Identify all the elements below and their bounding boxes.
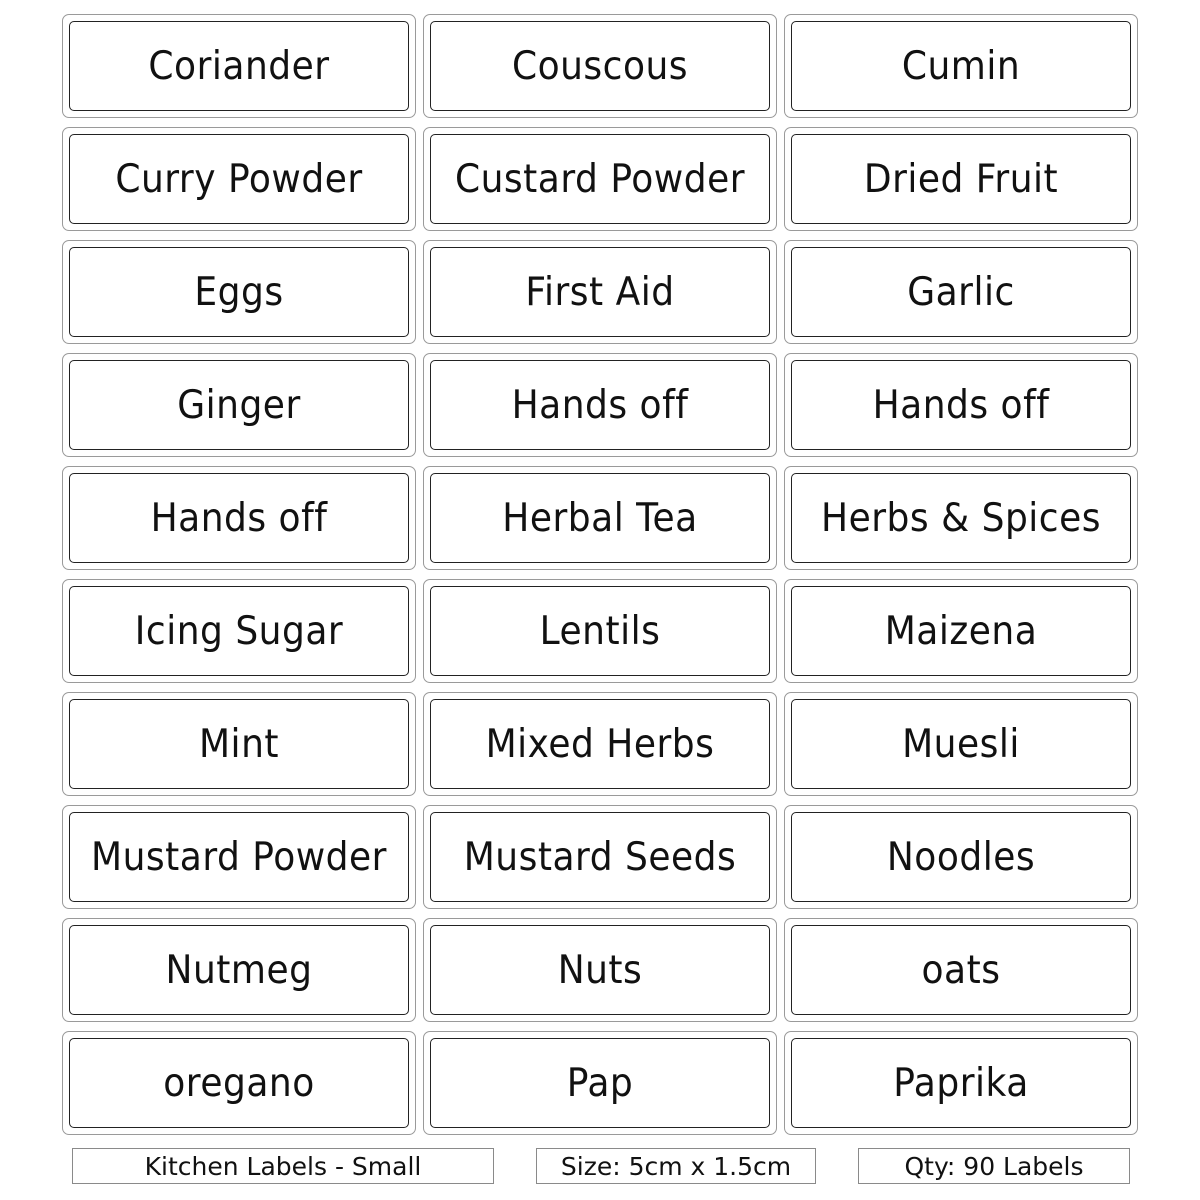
label-text: Nutmeg	[165, 947, 313, 993]
label-frame	[69, 473, 409, 563]
label-frame	[430, 360, 770, 450]
label-frame	[69, 586, 409, 676]
product-info-footer	[0, 1148, 1200, 1186]
label-text: Noodles	[886, 834, 1036, 880]
label-sticker	[423, 240, 777, 344]
label-sticker	[62, 240, 416, 344]
label-sticker	[784, 918, 1138, 1022]
label-frame	[430, 1038, 770, 1128]
label-sticker	[62, 918, 416, 1022]
label-sticker	[423, 466, 777, 570]
label-frame	[430, 473, 770, 563]
label-text: Coriander	[148, 43, 330, 89]
label-text: Icing Sugar	[134, 608, 344, 654]
label-text: Cumin	[901, 43, 1021, 89]
label-quantity-info: Qty: 90 Labels	[858, 1148, 1130, 1184]
label-sticker	[784, 353, 1138, 457]
label-sticker	[423, 127, 777, 231]
label-sticker	[423, 805, 777, 909]
label-text: Garlic	[907, 269, 1015, 315]
label-text: Herbal Tea	[502, 495, 698, 541]
label-text: Mustard Seeds	[463, 834, 737, 880]
label-text: oats	[921, 947, 1001, 993]
label-frame	[430, 699, 770, 789]
label-frame	[791, 134, 1131, 224]
label-sticker	[784, 240, 1138, 344]
label-sticker	[423, 692, 777, 796]
label-sticker	[62, 1031, 416, 1135]
label-sticker	[62, 127, 416, 231]
label-frame	[791, 1038, 1131, 1128]
label-text: Curry Powder	[115, 156, 363, 202]
label-sticker	[784, 14, 1138, 118]
label-frame	[69, 247, 409, 337]
label-sticker	[62, 14, 416, 118]
label-frame	[791, 586, 1131, 676]
label-sticker	[784, 466, 1138, 570]
label-frame	[791, 247, 1131, 337]
label-frame	[430, 812, 770, 902]
label-frame	[69, 699, 409, 789]
label-frame	[430, 586, 770, 676]
label-sticker	[423, 579, 777, 683]
label-sticker	[62, 466, 416, 570]
label-frame	[430, 21, 770, 111]
label-sticker	[62, 692, 416, 796]
label-text: Hands off	[150, 495, 328, 541]
label-text: Mixed Herbs	[485, 721, 715, 767]
label-sticker	[62, 805, 416, 909]
product-title: Kitchen Labels - Small	[72, 1148, 494, 1184]
label-text: Ginger	[177, 382, 301, 428]
label-size-info: Size: 5cm x 1.5cm	[536, 1148, 816, 1184]
label-frame	[430, 134, 770, 224]
label-sticker	[423, 1031, 777, 1135]
label-sticker	[784, 1031, 1138, 1135]
label-frame	[69, 1038, 409, 1128]
label-text: Couscous	[511, 43, 689, 89]
label-text: Herbs & Spices	[821, 495, 1101, 541]
label-text: Pap	[566, 1060, 634, 1106]
label-frame	[69, 134, 409, 224]
label-sticker	[784, 579, 1138, 683]
label-text: Mint	[199, 721, 279, 767]
label-sticker	[423, 14, 777, 118]
label-frame	[69, 360, 409, 450]
label-text: First Aid	[525, 269, 675, 315]
label-text: Lentils	[539, 608, 661, 654]
label-sticker	[784, 692, 1138, 796]
label-text: Nuts	[557, 947, 643, 993]
label-sticker	[423, 918, 777, 1022]
label-text: Eggs	[194, 269, 284, 315]
label-frame	[791, 812, 1131, 902]
label-text: Paprika	[893, 1060, 1029, 1106]
label-sticker	[784, 805, 1138, 909]
label-sticker	[784, 127, 1138, 231]
label-frame	[69, 21, 409, 111]
label-text: Muesli	[902, 721, 1020, 767]
label-text: Hands off	[511, 382, 689, 428]
label-frame	[791, 699, 1131, 789]
label-text: Custard Powder	[454, 156, 746, 202]
label-sticker	[62, 353, 416, 457]
label-text: Dried Fruit	[863, 156, 1059, 202]
label-text: Mustard Powder	[91, 834, 387, 880]
label-frame	[69, 925, 409, 1015]
label-sheet	[62, 14, 1138, 1135]
label-text: Maizena	[884, 608, 1038, 654]
label-frame	[791, 473, 1131, 563]
label-sticker	[423, 353, 777, 457]
label-sticker	[62, 579, 416, 683]
label-frame	[791, 360, 1131, 450]
label-text: oregano	[163, 1060, 315, 1106]
label-frame	[430, 925, 770, 1015]
label-frame	[791, 21, 1131, 111]
label-frame	[791, 925, 1131, 1015]
label-frame	[69, 812, 409, 902]
label-text: Hands off	[872, 382, 1050, 428]
label-frame	[430, 247, 770, 337]
